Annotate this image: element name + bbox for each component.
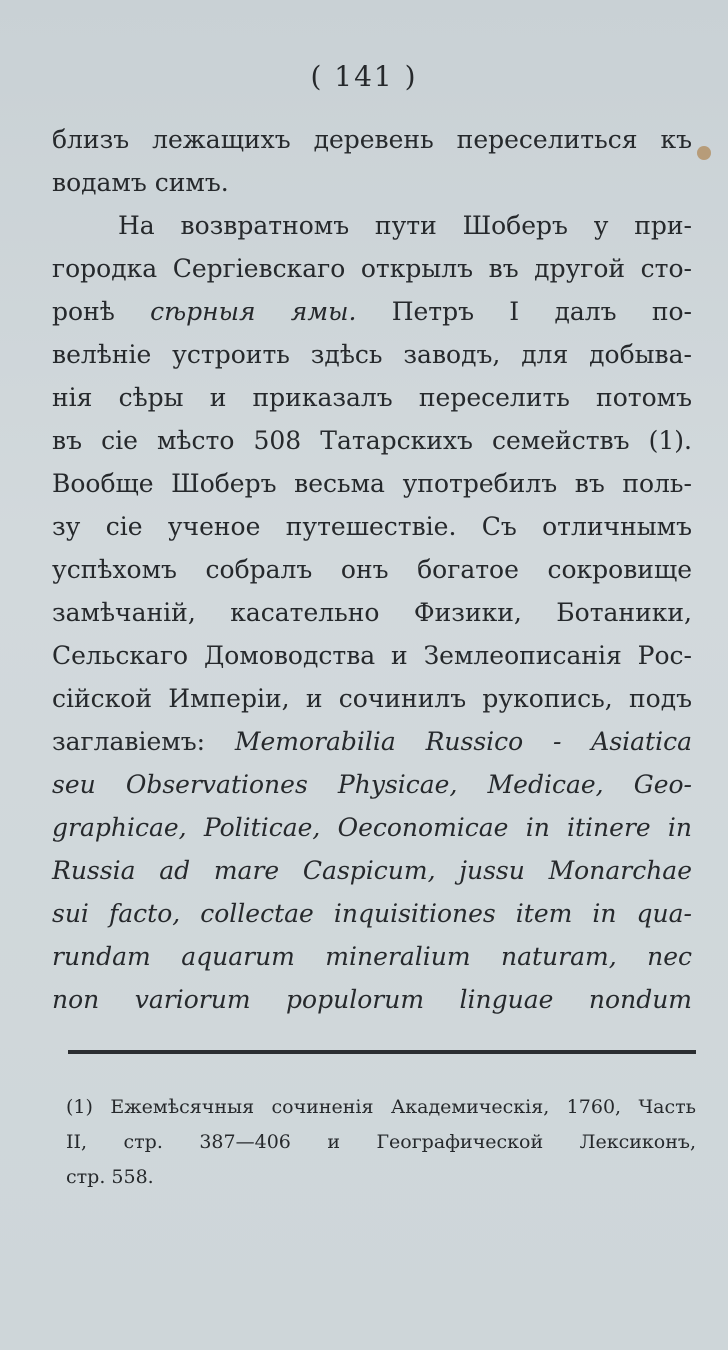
text-span: заглавіемъ:: [52, 727, 235, 756]
text-line: [52, 720, 692, 763]
footnote-line: II, стр. 387—406 и Географической Лексиконъ,: [66, 1131, 696, 1153]
text-line: успѣхомъ собралъ онъ богатое сокровище: [52, 555, 692, 584]
italic-term: сѣрныя ямы.: [150, 297, 357, 326]
paper-stain: [697, 146, 711, 160]
latin-title: Memorabilia Russico - Asiatica: [234, 727, 692, 756]
text-line: [52, 290, 692, 333]
footnote-line: (1) Ежемѣсячныя сочиненія Академическія, 1760, Часть: [66, 1096, 696, 1118]
footnote-divider: [68, 1050, 696, 1054]
footnote-line: стр. 558.: [66, 1166, 154, 1188]
text-line: зу сіе ученое путешествіе. Съ отличнымъ: [52, 512, 692, 541]
text-line: Сельскаго Домоводства и Землеописанія Рос-: [52, 641, 692, 670]
text-line: водамъ симъ.: [52, 168, 229, 197]
latin-title-line: non variorum populorum linguae nondum: [52, 985, 692, 1014]
text-line: замѣчаній, касательно Физики, Ботаники,: [52, 598, 692, 627]
latin-title-line: Russia ad mare Caspicum, jussu Monarchae: [52, 856, 692, 885]
text-line: городка Сергіевскаго открылъ въ другой сто-: [52, 254, 692, 283]
text-line: близъ лежащихъ деревень переселиться къ: [52, 125, 692, 154]
text-span: ронѣ: [52, 297, 151, 326]
text-line: сійской Имперіи, и сочинилъ рукопись, подъ: [52, 684, 692, 713]
text-line: Вообще Шоберъ весьма употребилъ въ поль-: [52, 469, 692, 498]
latin-title-line: rundam aquarum mineralium naturam, nec: [52, 942, 692, 971]
text-line: На возвратномъ пути Шоберъ у при-: [118, 211, 692, 240]
text-span: Петръ I далъ по-: [356, 297, 692, 326]
latin-title-line: graphicae, Politicae, Oeconomicae in itinere in: [52, 813, 692, 842]
body-text: [52, 118, 692, 1021]
latin-title-line: sui facto, collectae inquisitiones item in qua-: [52, 899, 692, 928]
latin-title-line: seu Observationes Physicae, Medicae, Geo-: [52, 770, 692, 799]
text-line: велѣніе устроить здѣсь заводъ, для добыва-: [52, 340, 692, 369]
footnote: [66, 1090, 696, 1195]
text-line: нія сѣры и приказалъ переселить потомъ: [52, 383, 692, 412]
page-number: ( 141 ): [310, 60, 418, 93]
text-line: въ сіе мѣсто 508 Татарскихъ семействъ (1).: [52, 426, 692, 455]
